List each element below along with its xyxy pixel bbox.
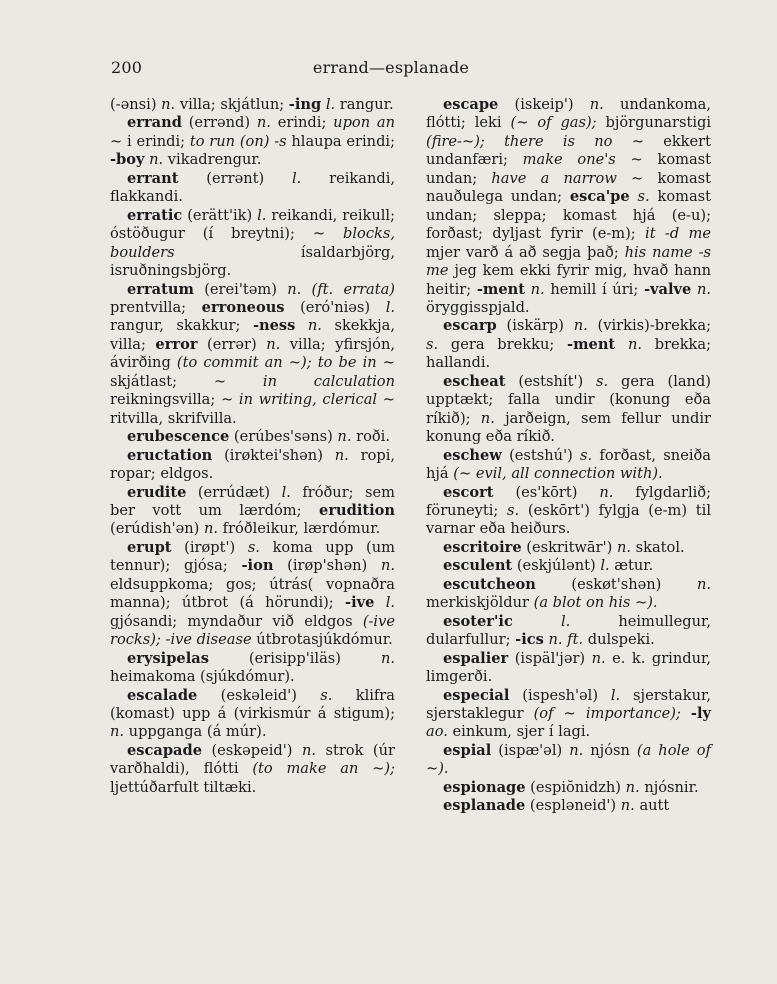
italic-text: n. — [203, 520, 219, 538]
definition-text: ritvilla, skrifvilla. — [110, 409, 237, 427]
definition-text: (irøpt') — [171, 538, 248, 556]
definition-text: e. k. grindur, limgerði. — [426, 649, 711, 686]
definition-text: heimullegur, dularfullur; — [426, 612, 711, 649]
definition-text: autt — [634, 797, 670, 815]
italic-text: n. — [149, 151, 164, 169]
definition-text: (-ənsi) — [110, 96, 162, 113]
headword: erratic — [127, 206, 183, 224]
definition-text: uppganga (á múr). — [124, 723, 267, 741]
italic-text: n. — [301, 741, 316, 759]
definition-text: (erisipp'iläs) — [208, 649, 381, 667]
definition-text: njósn — [583, 741, 637, 759]
italic-text: (of ~ importance); — [533, 704, 681, 722]
entry-especial — [426, 687, 711, 742]
definition-text — [513, 613, 561, 630]
italic-text: n. — [620, 797, 635, 815]
italic-text: (a hole of ~). — [426, 741, 711, 778]
definition-text — [295, 317, 308, 334]
running-head: errand—esplanade — [312, 58, 470, 77]
headword: errant — [127, 169, 179, 187]
right-column — [426, 96, 711, 816]
definition-text: (ispæ'əl) — [491, 741, 570, 759]
entry-erubescence — [110, 428, 395, 446]
headword: erysipelas — [127, 649, 209, 667]
headword: espionage — [443, 778, 526, 796]
italic-text: his name -s me — [426, 243, 711, 280]
definition-text: komast undan; — [426, 151, 711, 187]
definition-text: (iskärp) — [496, 317, 574, 335]
entry-escheat — [426, 373, 711, 447]
italic-text: n. — [599, 483, 614, 501]
definition-text: undankoma, flótti; leki — [426, 96, 711, 132]
definition-text: ljettúðarfult tiltæki. — [110, 778, 257, 796]
definition-text: (errənd) — [181, 114, 257, 132]
headword: erupt — [127, 538, 172, 556]
italic-text: n. — [616, 538, 631, 556]
headword: eructation — [127, 446, 213, 464]
definition-text: (iskeip') — [498, 96, 590, 113]
definition-text: vikadrengur. — [163, 151, 262, 169]
italic-text: s. — [580, 446, 593, 464]
page-header — [111, 58, 671, 82]
italic-text: l. — [385, 594, 395, 612]
entry-erysipelas — [110, 650, 395, 687]
entry-escort — [426, 484, 711, 539]
italic-text: s. — [247, 538, 260, 556]
definition-text: (eró'niəs) — [284, 298, 386, 316]
headword: -ion — [241, 557, 274, 575]
definition-text: villa; skjátlun; — [175, 96, 289, 113]
definition-text: villa; yfirsjón, ávirðing — [110, 335, 395, 372]
definition-text: jarðeign, sem fellur undir konung eða ríkið. — [426, 409, 711, 446]
headword: errand — [127, 114, 182, 132]
headword: erubescence — [127, 428, 230, 446]
entry-errant — [110, 170, 395, 207]
entry-esoteric — [426, 613, 711, 650]
entry-errand — [110, 114, 395, 169]
headword: escritoire — [443, 538, 522, 556]
definition-text: rangur, skakkur; — [110, 317, 253, 335]
definition-text: ekkert undanfæri; — [426, 132, 711, 169]
headword: erudition — [319, 501, 395, 519]
headword: -ing — [288, 96, 322, 113]
definition-text: dulspeki. — [583, 631, 655, 649]
definition-text: hemill í úri; — [544, 280, 644, 298]
definition-text: (erei'təm) — [193, 280, 288, 298]
entry-espalier — [426, 650, 711, 687]
definition-text: strok (úr varðhaldi), flótti — [110, 741, 395, 778]
definition-text: (es'kōrt) — [493, 483, 600, 501]
entry-escarp — [426, 317, 711, 372]
italic-text: l. — [385, 298, 395, 316]
entry-escalade — [110, 687, 395, 742]
headword: esculent — [443, 557, 513, 575]
definition-text: (ispesh'əl) — [509, 686, 611, 704]
italic-text: n. — [110, 723, 125, 741]
entry-escutcheon — [426, 576, 711, 613]
italic-text: n. — [337, 428, 352, 446]
definition-text: einkum, sjer í lagi. — [447, 723, 591, 741]
headword: especial — [443, 686, 510, 704]
definition-text: björgunarstigi — [596, 114, 711, 132]
entry-escapade — [110, 742, 395, 797]
italic-text: n. — [334, 446, 349, 464]
italic-text: n. — [573, 317, 588, 335]
italic-text: ao. — [426, 723, 448, 741]
italic-text: it -d me — [645, 225, 711, 243]
definition-text: (espləneid') — [525, 797, 621, 815]
definition-text: skatol. — [631, 538, 685, 556]
definition-text: (virkis)-brekka; — [587, 317, 712, 335]
definition-text: merkiskjöldur — [426, 594, 534, 612]
italic-text: n. — [696, 575, 711, 593]
entry-erudite — [110, 484, 395, 539]
italic-text: (fire-~); there is no ~ — [426, 132, 644, 150]
italic-text: s. — [596, 372, 609, 390]
definition-text: (erúdish'ən) — [110, 520, 204, 538]
definition-text: (estshú') — [501, 446, 581, 464]
definition-text — [615, 336, 628, 353]
italic-text: to run (on) -s — [189, 132, 287, 150]
definition-text: ísaldarbjörg, isruðningsbjörg. — [110, 243, 395, 280]
italic-text: l. — [610, 686, 621, 704]
italic-text: n. — [530, 280, 545, 298]
definition-text: (errúdæt) — [186, 483, 282, 501]
definition-text: gjósandi; myndaður við eldgos — [110, 612, 363, 630]
italic-text: l. — [281, 483, 291, 501]
entry-erratic — [110, 207, 395, 281]
italic-text: ~ blocks, boulders — [110, 225, 395, 261]
entry-escape — [426, 96, 711, 317]
headword: escort — [443, 483, 494, 501]
headword: esplanade — [443, 797, 526, 815]
headword: -ment — [476, 280, 525, 298]
definition-text: (irøktei'shən) — [212, 446, 335, 464]
italic-text: n. — [380, 557, 396, 575]
italic-text: n. (ft. errata) — [287, 280, 396, 298]
entry-eschew — [426, 447, 711, 484]
italic-text: (-ive rocks); -ive disease — [110, 612, 395, 649]
headword: -ly — [690, 704, 711, 722]
definition-text: útbrotasjúkdómur. — [251, 631, 393, 649]
italic-text: l. — [600, 557, 610, 575]
italic-text: l. — [292, 169, 302, 187]
headword: erudite — [127, 483, 187, 501]
definition-text: klifra (komast) upp á (virkismúr á stigum); — [110, 686, 395, 722]
definition-text: rangur. — [335, 96, 394, 113]
definition-text: mjer varð á að segja það; — [426, 243, 625, 261]
headword: espial — [443, 741, 492, 759]
definition-text: gera brekku; — [438, 335, 568, 353]
definition-text: (errənt) — [178, 169, 292, 187]
headword: escarp — [443, 317, 497, 335]
definition-text: (eskritwār') — [521, 538, 617, 556]
entry-esculent — [426, 557, 711, 575]
definition-text: (erúbes'səns) — [229, 428, 338, 446]
headword: erroneous — [201, 298, 285, 316]
definition-text: forðast, sneiða hjá — [426, 446, 711, 483]
headword: escheat — [443, 372, 506, 390]
definition-text: jeg kem ekki fyrir mig, hvað hann heitir; — [426, 262, 711, 298]
definition-text: (errər) — [197, 335, 267, 353]
definition-text: roði. — [351, 428, 390, 446]
definition-text — [630, 188, 638, 205]
definition-text: komast undan; sleppa; komast hjá (e-u); forðast; dyljast fyrir (e-m); — [426, 188, 712, 243]
definition-text: (eskəleid') — [197, 686, 321, 704]
headword: escapade — [127, 741, 202, 759]
definition-text: (espiŏnidzh) — [525, 778, 626, 796]
definition-text: fylgdarlið; föruneyti; — [426, 483, 711, 519]
italic-text: (~ of gas); — [510, 114, 597, 132]
italic-text: n. — [625, 778, 640, 796]
definition-text: reikandi, flakkandi. — [110, 169, 395, 206]
definition-text: erindi; — [270, 114, 334, 132]
italic-text: l. — [560, 612, 571, 630]
definition-text — [681, 705, 691, 722]
definition-text: eldsuppkoma; gos; útrás( vopnaðra manna); útbrot (á hörundi); — [110, 575, 395, 612]
definition-text — [374, 594, 385, 611]
italic-text: (a blot on his ~). — [533, 594, 658, 612]
definition-text: skekkja, villa; — [110, 317, 395, 353]
italic-text: n. — [569, 741, 584, 759]
headword: escape — [443, 96, 499, 113]
definition-text: skjátlast; — [110, 372, 214, 390]
entry-espial — [426, 742, 711, 779]
definition-text: koma upp (um tennur); gjósa; — [110, 538, 395, 575]
italic-text: n. ft. — [548, 631, 584, 649]
definition-text: reikningsvilla; — [110, 391, 221, 409]
italic-text: s. — [320, 686, 333, 704]
italic-text: n. — [627, 335, 642, 353]
definition-text: brekka; hallandi. — [426, 335, 712, 372]
definition-text: (eskəpeid') — [202, 741, 302, 759]
italic-text: (to commit an ~); to be in ~ — [176, 354, 395, 372]
italic-text: upon an ~ — [110, 114, 395, 150]
entry-erupt — [110, 539, 395, 650]
headword: -boy — [110, 151, 145, 169]
definition-text: prentvilla; — [110, 298, 202, 316]
definition-text: (ispäl'jər) — [508, 649, 592, 667]
definition-text: sjerstakur, sjerstaklegur — [426, 686, 711, 722]
definition-text: ætur. — [609, 557, 654, 575]
entry-escritoire — [426, 539, 711, 557]
definition-text: komast nauðulega undan; — [426, 169, 712, 206]
italic-text: s. — [637, 188, 650, 206]
definition-text: i erindi; — [122, 132, 190, 150]
italic-text: n. — [161, 96, 176, 113]
headword: error — [155, 335, 198, 353]
definition-text: (erätt'ik) — [182, 206, 258, 224]
definition-text: (eskøt'shən) — [535, 575, 697, 593]
italic-text: l. — [325, 96, 336, 113]
italic-text: n. — [589, 96, 604, 113]
definition-text: njósnir. — [639, 778, 699, 796]
italic-text: n. — [307, 317, 322, 335]
definition-text: öryggisspjald. — [426, 298, 530, 316]
headword: erratum — [127, 280, 194, 298]
entry-espionage — [426, 779, 711, 797]
entry-esplanade — [426, 797, 711, 815]
italic-text: (to make an ~); — [252, 760, 396, 778]
italic-text: s. — [426, 335, 439, 353]
italic-text: s. — [507, 501, 520, 519]
headword: -ive — [345, 594, 375, 612]
headword: -ness — [252, 317, 296, 335]
italic-text: ~ in writing, clerical ~ — [220, 391, 395, 409]
italic-text: l. — [257, 206, 267, 224]
italic-text: n. — [266, 335, 281, 353]
definition-text: hlaupa erindi; — [286, 132, 395, 150]
headword: eschew — [443, 446, 502, 464]
definition-text: (eskjúlənt) — [512, 557, 601, 575]
italic-text: n. — [256, 114, 271, 132]
italic-text: n. — [480, 409, 495, 427]
headword: -valve — [643, 280, 692, 298]
definition-text: ropi, ropar; eldgos. — [110, 446, 395, 483]
definition-text: reikandi, reikull; óstöðugur (í breytni); — [110, 206, 395, 243]
italic-text: (~ evil, all connection with). — [453, 465, 663, 483]
headword: escutcheon — [443, 575, 536, 593]
italic-text: make one's ~ — [522, 151, 643, 169]
entry-erratum — [110, 281, 395, 429]
headword: espalier — [443, 649, 509, 667]
definition-text: heimakoma (sjúkdómur). — [110, 668, 295, 686]
definition-text: (eskōrt') fylgja (e-m) til varnar eða heiðurs. — [426, 501, 711, 538]
italic-text: have a narrow ~ — [491, 169, 644, 187]
definition-text: fróðleikur, lærdómur. — [218, 520, 381, 538]
definition-text: (estshít') — [505, 372, 596, 390]
headword: escalade — [127, 686, 198, 704]
italic-text: ~ in calculation — [213, 372, 395, 390]
definition-text: (irøp'shən) — [273, 557, 381, 575]
left-column — [110, 96, 395, 797]
headword: esoter'ic — [443, 612, 513, 630]
definition-text: fróður; sem ber vott um lærdóm; — [110, 483, 396, 519]
headword: -ics — [515, 631, 544, 649]
page-number: 200 — [111, 58, 143, 77]
entry-arrant-cont — [110, 96, 395, 114]
italic-text: n. — [591, 649, 606, 667]
entry-eructation — [110, 447, 395, 484]
definition-text: gera (land) upptækt; falla undir (konung eða ríkið); — [426, 372, 711, 427]
headword: -ment — [567, 335, 616, 353]
headword: esca'pe — [569, 188, 630, 206]
italic-text: n. — [696, 280, 711, 298]
italic-text: n. — [380, 649, 395, 667]
